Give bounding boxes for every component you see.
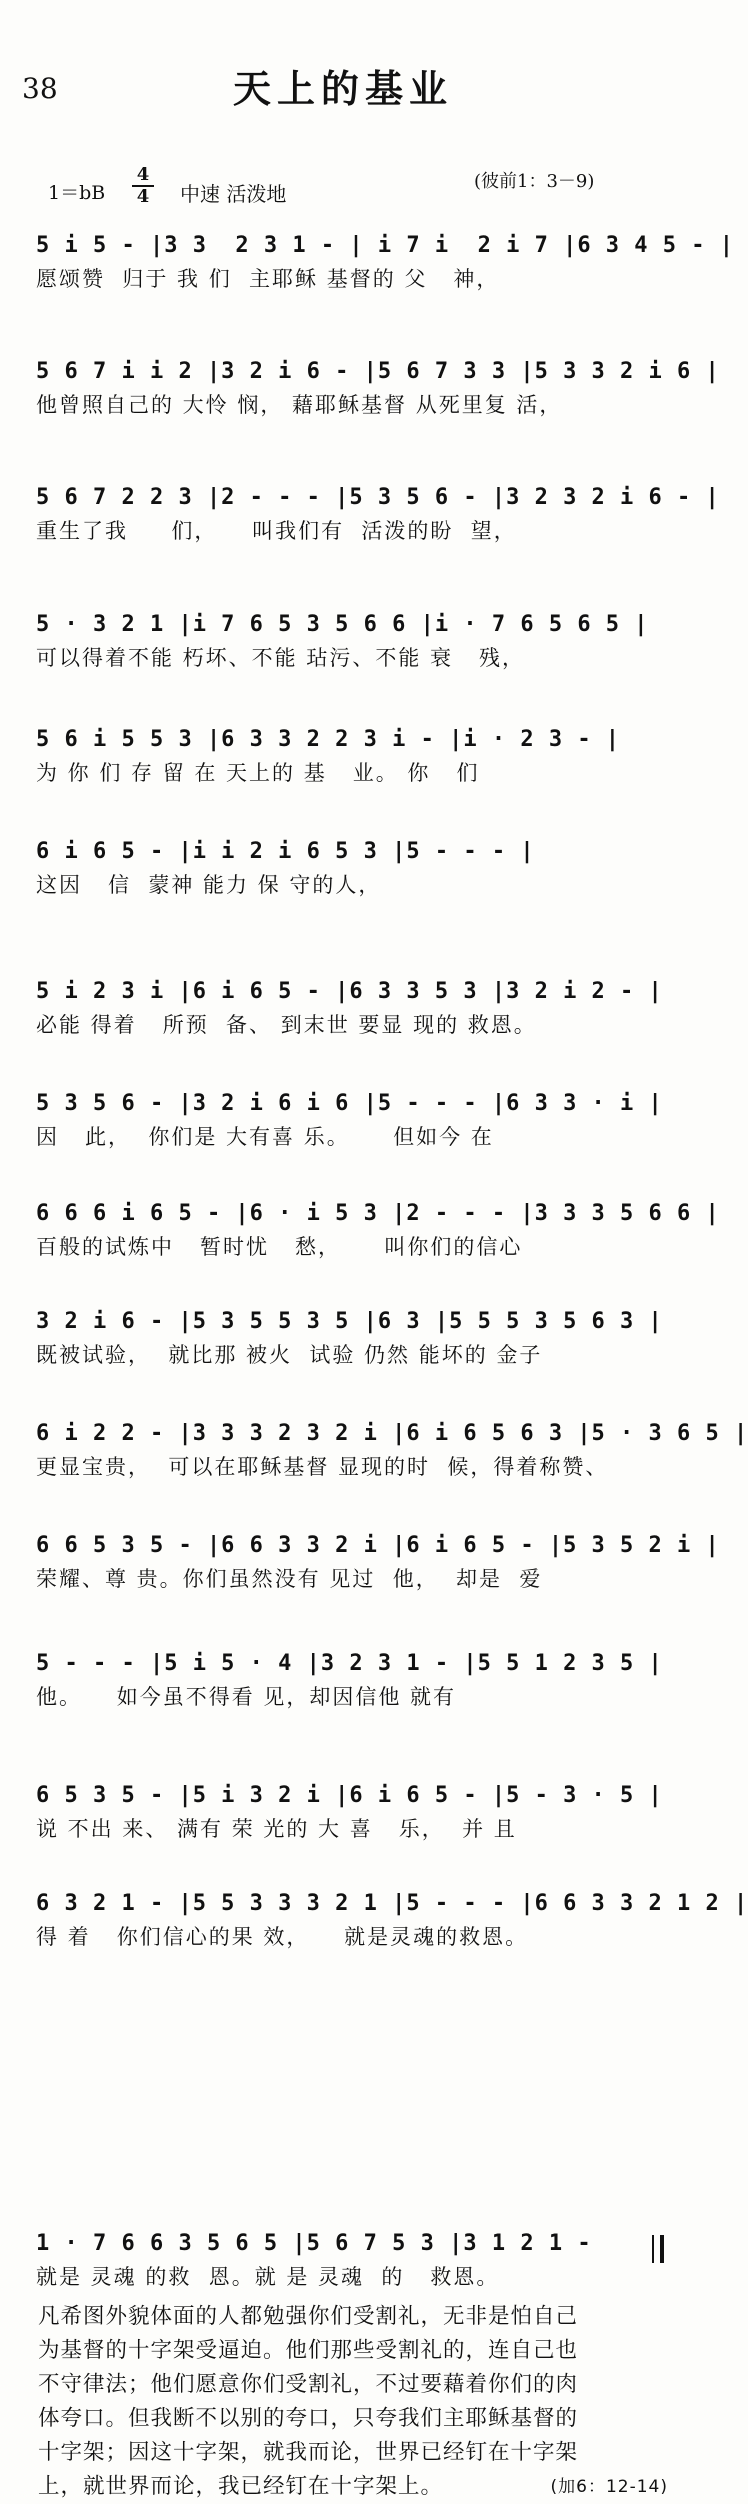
notation-line: 6 i 6 5 - |i i 2 i 6 5 3 |5 - - - |	[36, 839, 535, 864]
lyric-line: 说 不出 来、 满有 荣 光的 大 喜 乐， 并 且	[36, 1817, 517, 1841]
scripture-prelude: (彼前1：3－9)	[474, 171, 595, 192]
notation-line: 5 6 7 2 2 3 |2 - - - |5 3 5 6 - |3 2 3 2 i 6 - |	[36, 485, 720, 510]
music-system	[36, 484, 720, 546]
music-system	[36, 1090, 663, 1152]
notation-line: 6 6 5 3 5 - |6 6 3 3 2 i |6 i 6 5 - |5 3 5 2 i |	[36, 1533, 720, 1558]
music-system	[36, 838, 656, 900]
scripture-line: 不守律法；他们愿意你们受割礼，不过要藉着你们的肉	[38, 2372, 579, 2397]
notation-line: 6 5 3 5 - |5 i 3 2 i |6 i 6 5 - |5 - 3 · 5 |	[36, 1783, 663, 1808]
music-system	[36, 232, 735, 294]
lyric-line: 就是 灵魂 的救 恩。就 是 灵魂 的 救恩。	[36, 2265, 500, 2289]
music-system	[36, 358, 720, 420]
notation-line: 1 · 7 6 6 3 5 6 5 |5 6 7 5 3 |3 1 2 1 -	[36, 2231, 606, 2256]
lyric-line: 他曾照自己的 大怜 悯， 藉耶稣基督 从死里复 活，	[36, 393, 563, 417]
lyric-line: 更显宝贵， 可以在耶稣基督 显现的时 候，得着称赞、	[36, 1455, 609, 1479]
lyric-line: 必能 得着 所预 备、 到末世 要显 现的 救恩。	[36, 1013, 537, 1037]
notation-line: 5 · 3 2 1 |i 7 6 5 3 5 6 6 |i · 7 6 5 6 5 |	[36, 612, 649, 637]
music-system	[36, 1782, 663, 1844]
notation-line: 5 i 5 - |3 3 2 3 1 - | i 7 i 2 i 7 |6 3 4 5 - |	[36, 233, 735, 258]
lyric-line: 为 你 们 存 留 在 天上的 基 业。 你 们	[36, 761, 480, 785]
notation-line: 5 6 7 i i 2 |3 2 i 6 - |5 6 7 3 3 |5 3 3 2 i 6 |	[36, 359, 720, 384]
lyric-line: 因 此， 你们是 大有喜 乐。 但如今 在	[36, 1125, 494, 1149]
music-system	[36, 1308, 663, 1370]
music-system	[36, 1420, 748, 1482]
scripture-passage	[38, 2300, 668, 2504]
scripture-line: 上，就世界而论，我已经钉在十字架上。	[38, 2474, 444, 2499]
lyric-line: 他。 如今虽不得看 见，却因信他 就有	[36, 1685, 457, 1709]
music-system	[36, 2230, 656, 2292]
lyric-line: 既被试验， 就比那 被火 试验 仍然 能坏的 金子	[36, 1343, 543, 1367]
page-number: 38	[22, 72, 58, 105]
tempo-marking: 中速 活泼地	[180, 182, 287, 206]
notation-line: 3 2 i 6 - |5 3 5 5 3 5 |6 3 |5 5 5 3 5 6 3 |	[36, 1309, 663, 1334]
scripture-line: 十字架；因这十字架，就我而论，世界已经钉在十字架	[38, 2440, 579, 2465]
scripture-line: 体夸口。但我断不以别的夸口，只夸我们主耶稣基督的	[38, 2406, 579, 2431]
music-system	[36, 1532, 720, 1594]
scripture-last-line	[38, 2470, 668, 2504]
notation-line: 5 - - - |5 i 5 · 4 |3 2 3 1 - |5 5 1 2 3 5 |	[36, 1651, 663, 1676]
key-signature: 1＝bB	[48, 182, 106, 204]
scripture-line: 为基督的十字架受逼迫。他们那些受割礼的，连自己也	[38, 2338, 579, 2363]
scripture-line: 凡希图外貌体面的人都勉强你们受割礼，无非是怕自己	[38, 2304, 579, 2329]
lyric-line: 这因 信 蒙神 能力 保 守的人，	[36, 873, 382, 897]
notation-line: 6 3 2 1 - |5 5 3 3 3 2 1 |5 - - - |6 6 3 3 2 1 2 |	[36, 1891, 748, 1916]
music-system	[36, 1890, 748, 1952]
music-system	[36, 611, 656, 673]
lyric-line: 重生了我 们， 叫我们有 活泼的盼 望，	[36, 519, 517, 543]
lyric-line: 可以得着不能 朽坏、不能 玷污、不能 衰 残，	[36, 646, 526, 670]
notation-line: 5 i 2 3 i |6 i 6 5 - |6 3 3 5 3 |3 2 i 2 - |	[36, 979, 663, 1004]
time-signature-top: 4	[136, 164, 150, 185]
lyric-line: 得 着 你们信心的果 效， 就是灵魂的救恩。	[36, 1925, 529, 1949]
notation-line: 6 i 2 2 - |3 3 3 2 3 2 i |6 i 6 5 6 3 |5 · 3 6 5 |	[36, 1421, 748, 1446]
music-system	[36, 1200, 720, 1262]
time-signature-bottom: 4	[132, 185, 154, 207]
song-title: 天上的基业	[232, 67, 453, 111]
scripture-reference: (加6：12-14)	[550, 2477, 668, 2497]
music-system	[36, 1650, 663, 1712]
music-system	[36, 978, 663, 1040]
notation-line: 5 3 5 6 - |3 2 i 6 i 6 |5 - - - |6 3 3 · i |	[36, 1091, 663, 1116]
music-system	[36, 726, 656, 788]
lyric-line: 愿颂赞 归于 我 们 主耶稣 基督的 父 神，	[36, 267, 500, 291]
final-barline	[652, 2235, 664, 2263]
lyric-line: 荣耀、尊 贵。你们虽然没有 见过 他， 却是 爱	[36, 1567, 543, 1591]
notation-line: 5 6 i 5 5 3 |6 3 3 2 2 3 i - |i · 2 3 - |	[36, 727, 621, 752]
time-signature	[132, 165, 154, 207]
lyric-line: 百般的试炼中 暂时忧 愁， 叫你们的信心	[36, 1235, 523, 1259]
notation-line: 6 6 6 i 6 5 - |6 · i 5 3 |2 - - - |3 3 3 5 6 6 |	[36, 1201, 720, 1226]
